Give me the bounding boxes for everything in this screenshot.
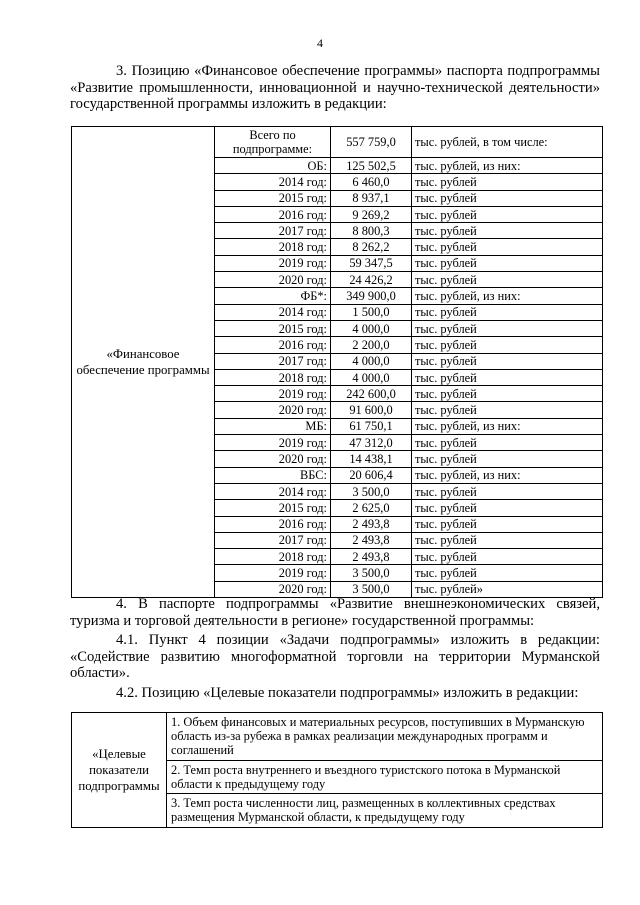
row-unit: тыс. рублей [412,500,603,516]
row-year: 2014 год: [215,304,331,320]
row-amount: 4 000,0 [331,369,412,385]
row-unit: тыс. рублей [412,337,603,353]
item-4-1-paragraph: 4.1. Пункт 4 позиции «Задачи подпрограммы» изложить в редакции: «Содействие развитию многоформатной торговли на территории Мурманской области». [70,632,600,681]
row-amount: 59 347,5 [331,255,412,271]
row-year: 2018 год: [215,369,331,385]
row-unit: тыс. рублей [412,190,603,206]
row-year: 2015 год: [215,500,331,516]
row-year: 2019 год: [215,435,331,451]
row-unit: тыс. рублей [412,353,603,369]
row-year: 2018 год: [215,549,331,565]
row-year: 2019 год: [215,386,331,402]
row-unit: тыс. рублей [412,223,603,239]
row-amount: 47 312,0 [331,435,412,451]
row-amount: 3 500,0 [331,565,412,581]
indicator-item-2: 2. Темп роста внутреннего и въездного туристского потока в Мурманской области к предыдущему году [167,760,603,794]
row-amount: 2 625,0 [331,500,412,516]
total-amount: 557 759,0 [331,127,412,158]
row-amount: 242 600,0 [331,386,412,402]
row-year: 2014 год: [215,483,331,499]
row-unit: тыс. рублей [412,483,603,499]
item-4-2-paragraph: 4.2. Позицию «Целевые показатели подпрограммы» изложить в редакции: [116,685,579,701]
row-amount: 1 500,0 [331,304,412,320]
row-amount: 24 426,2 [331,272,412,288]
row-unit: тыс. рублей [412,565,603,581]
row-amount: 61 750,1 [331,418,412,434]
row-year: 2016 год: [215,516,331,532]
row-unit: тыс. рублей [412,386,603,402]
row-unit: тыс. рублей, из них: [412,288,603,304]
row-amount: 6 460,0 [331,174,412,190]
row-year: 2017 год: [215,223,331,239]
indicator-item-3: 3. Темп роста численности лиц, размещенных в коллективных средствах размещения Мурманской области, к предыдущему году [167,794,603,828]
row-unit: тыс. рублей [412,239,603,255]
financing-table [71,126,603,598]
row-unit: тыс. рублей [412,451,603,467]
page-number: 4 [317,36,323,50]
row-amount: 2 493,8 [331,549,412,565]
row-year: 2016 год: [215,337,331,353]
financing-label: «Финансовое обеспечение программы [72,127,215,598]
row-unit: тыс. рублей [412,402,603,418]
row-unit: тыс. рублей [412,304,603,320]
row-year: 2018 год: [215,239,331,255]
row-amount: 3 500,0 [331,483,412,499]
indicator-item-1: 1. Объем финансовых и материальных ресурсов, поступивших в Мурманскую область из-за рубежа в рамках реализации международных программ и соглашений [167,713,603,761]
row-unit: тыс. рублей [412,255,603,271]
row-unit: тыс. рублей [412,320,603,336]
row-amount: 8 937,1 [331,190,412,206]
row-unit: тыс. рублей [412,532,603,548]
row-amount: 91 600,0 [331,402,412,418]
total-label: Всего по подпрограмме: [215,127,331,158]
row-unit: тыс. рублей [412,549,603,565]
indicators-label: «Целевые показатели подпрограммы [72,713,167,828]
row-amount: 14 438,1 [331,451,412,467]
table-row [72,713,603,761]
row-year: ОБ: [215,158,331,174]
row-year: ФБ*: [215,288,331,304]
row-year: 2015 год: [215,320,331,336]
target-indicators-table [71,712,603,828]
row-year: 2014 год: [215,174,331,190]
row-amount: 20 606,4 [331,467,412,483]
row-unit: тыс. рублей [412,174,603,190]
row-unit: тыс. рублей [412,435,603,451]
row-amount: 2 493,8 [331,532,412,548]
row-unit: тыс. рублей, из них: [412,418,603,434]
row-amount: 9 269,2 [331,206,412,222]
section-3-paragraph: 3. Позицию «Финансовое обеспечение программы» паспорта подпрограммы «Развитие промышленности, инновационной и научно-технической деятельности» государственной программы изложить в редакции: [70,63,600,112]
row-amount: 125 502,5 [331,158,412,174]
row-unit: тыс. рублей [412,369,603,385]
row-unit: тыс. рублей [412,516,603,532]
row-year: ВБС: [215,467,331,483]
row-year: 2020 год: [215,402,331,418]
row-amount: 3 500,0 [331,581,412,597]
row-unit: тыс. рублей [412,272,603,288]
row-year: 2017 год: [215,532,331,548]
row-unit: тыс. рублей, из них: [412,467,603,483]
total-unit: тыс. рублей, в том числе: [412,127,603,158]
row-year: 2016 год: [215,206,331,222]
row-year: МБ: [215,418,331,434]
row-amount: 8 262,2 [331,239,412,255]
row-year: 2020 год: [215,581,331,597]
row-unit: тыс. рублей [412,206,603,222]
row-amount: 349 900,0 [331,288,412,304]
row-year: 2019 год: [215,565,331,581]
row-unit: тыс. рублей» [412,581,603,597]
row-year: 2020 год: [215,451,331,467]
row-unit: тыс. рублей, из них: [412,158,603,174]
row-year: 2015 год: [215,190,331,206]
row-year: 2020 год: [215,272,331,288]
row-amount: 8 800,3 [331,223,412,239]
row-amount: 2 493,8 [331,516,412,532]
section-4-paragraph: 4. В паспорте подпрограммы «Развитие внешнеэкономических связей, туризма и торговой деятельности в регионе» государственной программы: [70,596,600,629]
row-amount: 2 200,0 [331,337,412,353]
table-row-total [72,127,603,158]
row-year: 2017 год: [215,353,331,369]
row-amount: 4 000,0 [331,320,412,336]
row-year: 2019 год: [215,255,331,271]
row-amount: 4 000,0 [331,353,412,369]
